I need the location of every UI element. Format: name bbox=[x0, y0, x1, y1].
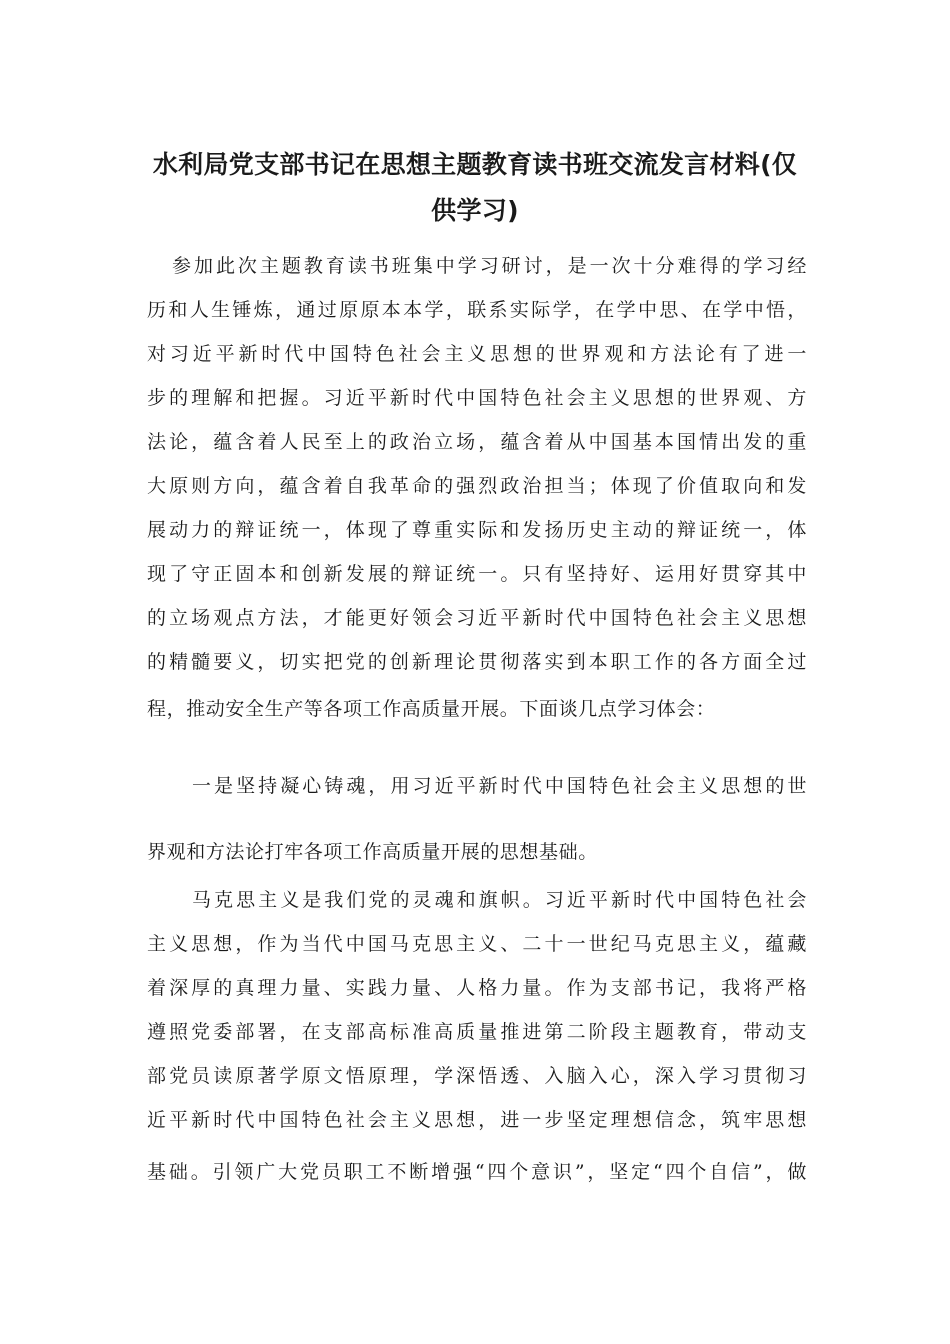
paragraph-line: 大原则方向，蕴含着自我革命的强烈政治担当；体现了价值取向和发 bbox=[147, 475, 807, 497]
paragraph-line: 着深厚的真理力量、实践力量、人格力量。作为支部书记，我将严格 bbox=[147, 977, 807, 999]
paragraph-line: 界观和方法论打牢各项工作高质量开展的思想基础。 bbox=[147, 841, 598, 863]
paragraph-line: 主义思想，作为当代中国马克思主义、二十一世纪马克思主义，蕴藏 bbox=[147, 933, 807, 955]
paragraph-line: 部党员读原著学原文悟原理，学深悟透、入脑入心，深入学习贯彻习 bbox=[147, 1065, 807, 1087]
paragraph-line: 遵照党委部署，在支部高标准高质量推进第二阶段主题教育，带动支 bbox=[147, 1021, 807, 1043]
document-title-line-2: 供学习) bbox=[431, 196, 519, 225]
document-title-line-1: 水利局党支部书记在思想主题教育读书班交流发言材料(仅 bbox=[152, 150, 798, 179]
paragraph-line: 步的理解和把握。习近平新时代中国特色社会主义思想的世界观、方 bbox=[147, 387, 807, 409]
paragraph-line: 近平新时代中国特色社会主义思想，进一步坚定理想信念，筑牢思想 bbox=[147, 1109, 807, 1131]
paragraph-line: 展动力的辩证统一，体现了尊重实际和发扬历史主动的辩证统一，体 bbox=[147, 519, 807, 541]
paragraph-line: 一是坚持凝心铸魂，用习近平新时代中国特色社会主义思想的世 bbox=[192, 775, 807, 797]
paragraph-line: 对习近平新时代中国特色社会主义思想的世界观和方法论有了进一 bbox=[147, 343, 807, 365]
paragraph-line: 的精髓要义，切实把党的创新理论贯彻落实到本职工作的各方面全过 bbox=[147, 651, 807, 673]
paragraph-line: 法论，蕴含着人民至上的政治立场，蕴含着从中国基本国情出发的重 bbox=[147, 431, 807, 453]
paragraph-line: 现了守正固本和创新发展的辩证统一。只有坚持好、运用好贯穿其中 bbox=[147, 563, 807, 585]
paragraph-line: 的立场观点方法，才能更好领会习近平新时代中国特色社会主义思想 bbox=[147, 607, 807, 629]
paragraph-line: 程，推动安全生产等各项工作高质量开展。下面谈几点学习体会： bbox=[147, 698, 716, 720]
paragraph-line: 参加此次主题教育读书班集中学习研讨，是一次十分难得的学习经 bbox=[172, 255, 807, 277]
paragraph-line: 历和人生锤炼，通过原原本本学，联系实际学，在学中思、在学中悟， bbox=[147, 299, 807, 321]
paragraph-line: 基础。引领广大党员职工不断增强“四个意识”，坚定“四个自信”，做 bbox=[147, 1161, 807, 1183]
paragraph-line: 马克思主义是我们党的灵魂和旗帜。习近平新时代中国特色社会 bbox=[192, 889, 807, 911]
